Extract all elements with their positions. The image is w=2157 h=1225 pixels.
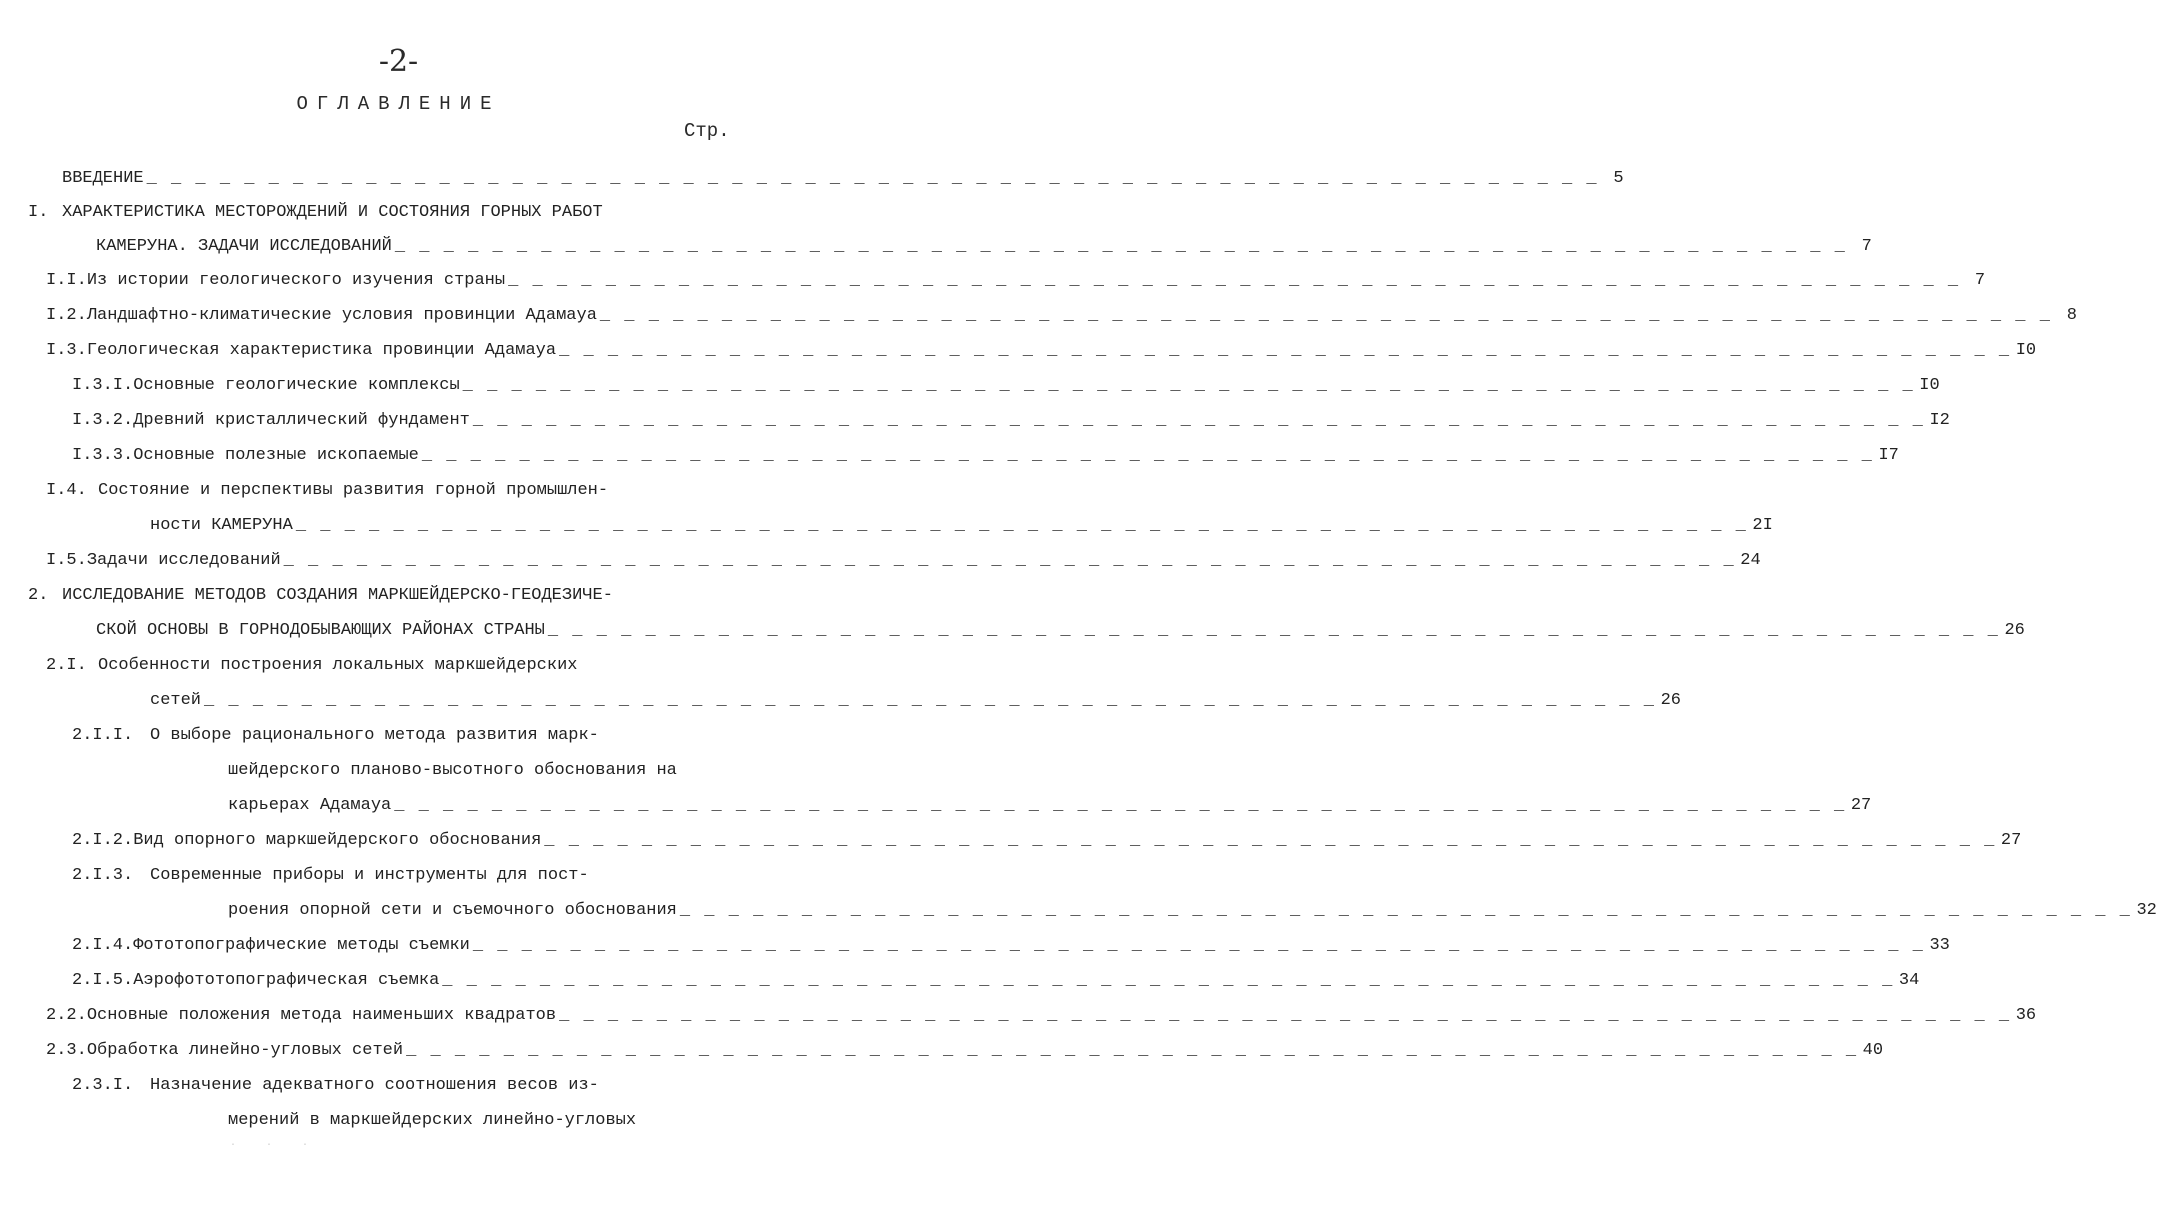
dot-leader: _ _ _ _ _ _ _ _ _ _ _ _ _ _ _ _ _ _ _ _ _ _ _ _ _ _ _ _ _ _ _ _ _ _ _ _ _ _ _ _ _ _ _ _ _ _ _ _ _ _ _ _ _ _ _ _ _ _ _ _: [472, 411, 1925, 430]
toc-entry: [96, 234, 1872, 260]
toc-entry-page: 7: [1974, 271, 1986, 290]
toc-entry-text: Основные геологические комплексы: [133, 376, 460, 395]
toc-entry: [46, 653, 700, 679]
toc-entry-number: 2.2.: [46, 1006, 87, 1025]
toc-entry: [150, 513, 1773, 539]
toc-entry-text: КАМЕРУНА. ЗАДАЧИ ИССЛЕДОВАНИЙ: [96, 237, 392, 256]
toc-entry-text: роения опорной сети и съемочного обоснования: [228, 901, 677, 920]
toc-entry-page: 26: [2004, 621, 2025, 640]
toc-entry: [46, 478, 700, 504]
toc-entry-number: I.5.: [46, 551, 87, 570]
toc-entry-page: 36: [2015, 1006, 2037, 1025]
toc-entry: [72, 443, 1899, 469]
toc-entry-text: Ландшафтно-климатические условия провинции Адамауа: [86, 306, 597, 325]
toc-entry-page: I0: [2015, 341, 2037, 360]
toc-entry-text: Задачи исследований: [86, 551, 281, 570]
toc-entry-text: ВВЕДЕНИЕ: [62, 169, 144, 188]
toc-entry-number: 2.I.4.: [72, 936, 134, 955]
toc-entry-text: О выборе рационального метода развития марк-: [150, 726, 599, 745]
toc-entry-number: I.3.I.: [72, 376, 134, 395]
toc-entry: [72, 828, 2022, 854]
toc-entry-text: Основные полезные ископаемые: [133, 446, 419, 465]
toc-entry-text: Особенности построения локальных маркшейдерских: [98, 656, 578, 675]
toc-entry: [228, 758, 700, 784]
toc-entry-page: 26: [1660, 691, 1682, 710]
toc-entry: [46, 548, 1761, 574]
toc-entry-text: Геологическая характеристика провинции Адамауа: [86, 341, 557, 360]
dot-leader: _ _ _ _ _ _ _ _ _ _ _ _ _ _ _ _ _ _ _ _ _ _ _ _ _ _ _ _ _ _ _ _ _ _ _ _ _ _ _ _ _ _ _ _ _ _ _ _ _ _ _ _ _ _ _ _ _ _ _ _: [559, 1006, 2012, 1025]
toc-entry: [46, 303, 2077, 329]
toc-entry-number: 2.3.I.: [72, 1076, 134, 1095]
toc-entry-text: Фототопографические методы съемки: [133, 936, 470, 955]
toc-entry-page: I0: [1919, 376, 1940, 395]
toc-entry-page: I2: [1929, 411, 1950, 430]
toc-entry-number: I.3.2.: [72, 411, 134, 430]
page-title: ОГЛАВЛЕНИЕ: [296, 93, 501, 115]
dot-leader: _ _ _ _ _ _ _ _ _ _ _ _ _ _ _ _ _ _ _ _ _ _ _ _ _ _ _ _ _ _ _ _ _ _ _ _ _ _ _ _ _ _ _ _ _ _ _ _ _ _ _ _ _ _ _ _ _ _ _ _: [442, 971, 1895, 990]
toc-entry-number: 2.I.: [46, 656, 87, 675]
dot-leader: _ _ _ _ _ _ _ _ _ _ _ _ _ _ _ _ _ _ _ _ _ _ _ _ _ _ _ _ _ _ _ _ _ _ _ _ _ _ _ _ _ _ _ _ _ _ _ _ _ _ _ _ _ _ _ _ _ _ _ _: [204, 691, 1657, 710]
dot-leader: _ _ _ _ _ _ _ _ _ _ _ _ _ _ _ _ _ _ _ _ _ _ _ _ _ _ _ _ _ _ _ _ _ _ _ _ _ _ _ _ _ _ _ _ _ _ _ _ _ _ _ _ _ _ _ _ _ _ _ _: [146, 169, 1599, 188]
toc-entry-page: 27: [1850, 796, 1872, 815]
dot-leader: _ _ _ _ _ _ _ _ _ _ _ _ _ _ _ _ _ _ _ _ _ _ _ _ _ _ _ _ _ _ _ _ _ _ _ _ _ _ _ _ _ _ _ _ _ _ _ _ _ _ _ _ _ _ _ _ _ _ _ _: [547, 621, 2000, 640]
toc-entry-text: Обработка линейно-угловых сетей: [86, 1041, 404, 1060]
toc-entry-number: I.3.: [46, 341, 87, 360]
toc-entry-page: 8: [2066, 306, 2077, 325]
toc-entry: [72, 408, 1950, 434]
toc-entry-page: 40: [1862, 1041, 1884, 1060]
toc-entry-text: шейдерского планово-высотного обоснования на: [228, 761, 677, 780]
toc-entry-text: Основные положения метода наименьших квадратов: [86, 1006, 557, 1025]
dot-leader: _ _ _ _ _ _ _ _ _ _ _ _ _ _ _ _ _ _ _ _ _ _ _ _ _ _ _ _ _ _ _ _ _ _ _ _ _ _ _ _ _ _ _ _ _ _ _ _ _ _ _ _ _ _ _ _ _ _ _ _: [508, 271, 1961, 290]
dot-leader: _ _ _ _ _ _ _ _ _ _ _ _ _ _ _ _ _ _ _ _ _ _ _ _ _ _ _ _ _ _ _ _ _ _ _ _ _ _ _ _ _ _ _ _ _ _ _ _ _ _ _ _ _ _ _ _ _ _ _ _: [462, 376, 1915, 395]
toc-entry: [46, 338, 2037, 364]
toc-entry: [96, 618, 2025, 644]
toc-entry: [46, 1038, 1884, 1064]
toc-entry-number: 2.: [28, 586, 49, 605]
toc-entry: [72, 723, 700, 749]
dot-leader: _ _ _ _ _ _ _ _ _ _ _ _ _ _ _ _ _ _ _ _ _ _ _ _ _ _ _ _ _ _ _ _ _ _ _ _ _ _ _ _ _ _ _ _ _ _ _ _ _ _ _ _ _ _ _ _ _ _ _ _: [559, 341, 2012, 360]
toc-entry-text: Аэрофототопографическая съемка: [133, 971, 440, 990]
toc-entry-text: мерений в маркшейдерских линейно-угловых: [228, 1111, 637, 1130]
toc-entry-text: Древний кристаллический фундамент: [133, 411, 470, 430]
toc-entry-number: I.I.: [46, 271, 87, 290]
toc-entry-page: 2I: [1752, 516, 1773, 535]
toc-entry: [28, 583, 700, 609]
toc-entry-text: ХАРАКТЕРИСТИКА МЕСТОРОЖДЕНИЙ И СОСТОЯНИЯ ГОРНЫХ РАБОТ: [62, 203, 603, 222]
dot-leader: _ _ _ _ _ _ _ _ _ _ _ _ _ _ _ _ _ _ _ _ _ _ _ _ _ _ _ _ _ _ _ _ _ _ _ _ _ _ _ _ _ _ _ _ _ _ _ _ _ _ _ _ _ _ _ _ _ _ _ _: [472, 936, 1925, 955]
toc-entry: [72, 373, 1940, 399]
toc-entry: [62, 166, 1624, 192]
toc-entry-number: 2.I.3.: [72, 866, 134, 885]
dot-leader: _ _ _ _ _ _ _ _ _ _ _ _ _ _ _ _ _ _ _ _ _ _ _ _ _ _ _ _ _ _ _ _ _ _ _ _ _ _ _ _ _ _ _ _ _ _ _ _ _ _ _ _ _ _ _ _ _ _ _ _: [599, 306, 2052, 325]
toc-entry-text: СКОЙ ОСНОВЫ В ГОРНОДОБЫВАЮЩИХ РАЙОНАХ СТРАНЫ: [96, 621, 545, 640]
toc-entry-number: I.4.: [46, 481, 87, 500]
toc-entry-page: 5: [1613, 169, 1624, 188]
toc-entry-text: Состояние и перспективы развития горной промышлен-: [98, 481, 609, 500]
toc-entry-number: 2.3.: [46, 1041, 87, 1060]
toc-entry-text: Современные приборы и инструменты для пост-: [150, 866, 589, 885]
dot-leader: _ _ _ _ _ _ _ _ _ _ _ _ _ _ _ _ _ _ _ _ _ _ _ _ _ _ _ _ _ _ _ _ _ _ _ _ _ _ _ _ _ _ _ _ _ _ _ _ _ _ _ _ _ _ _ _ _ _ _ _: [406, 1041, 1859, 1060]
dot-leader: _ _ _ _ _ _ _ _ _ _ _ _ _ _ _ _ _ _ _ _ _ _ _ _ _ _ _ _ _ _ _ _ _ _ _ _ _ _ _ _ _ _ _ _ _ _ _ _ _ _ _ _ _ _ _ _ _ _ _ _: [283, 551, 1736, 570]
toc-entry-text: ности КАМЕРУНА: [150, 516, 293, 535]
toc-entry-number: 2.I.I.: [72, 726, 134, 745]
toc-entry-page: 33: [1929, 936, 1950, 955]
toc-entry-text: Из истории геологического изучения страны: [86, 271, 506, 290]
toc-entry-page: 34: [1898, 971, 1920, 990]
toc-entry: [72, 863, 700, 889]
toc-entry-text: Назначение адекватного соотношения весов из-: [150, 1076, 599, 1095]
dot-leader: _ _ _ _ _ _ _ _ _ _ _ _ _ _ _ _ _ _ _ _ _ _ _ _ _ _ _ _ _ _ _ _ _ _ _ _ _ _ _ _ _ _ _ _ _ _ _ _ _ _ _ _ _ _ _ _ _ _ _ _: [394, 237, 1847, 256]
page-column-label: Стр.: [684, 120, 730, 142]
toc-entry-number: 2.I.2.: [72, 831, 134, 850]
toc-entry-number: I.3.3.: [72, 446, 134, 465]
dot-leader: _ _ _ _ _ _ _ _ _ _ _ _ _ _ _ _ _ _ _ _ _ _ _ _ _ _ _ _ _ _ _ _ _ _ _ _ _ _ _ _ _ _ _ _ _ _ _ _ _ _ _ _ _ _ _ _ _ _ _ _: [679, 901, 2132, 920]
scan-noise: · · ·: [230, 1140, 321, 1151]
dot-leader: _ _ _ _ _ _ _ _ _ _ _ _ _ _ _ _ _ _ _ _ _ _ _ _ _ _ _ _ _ _ _ _ _ _ _ _ _ _ _ _ _ _ _ _ _ _ _ _ _ _ _ _ _ _ _ _ _ _ _ _: [544, 831, 1997, 850]
toc-entry-page: I7: [1878, 446, 1899, 465]
toc-entry-page: 32: [2136, 901, 2157, 920]
toc-entry: [28, 200, 700, 226]
toc-entry-text: Вид опорного маркшейдерского обоснования: [133, 831, 542, 850]
toc-entry: [72, 933, 1950, 959]
toc-entry-text: ИССЛЕДОВАНИЕ МЕТОДОВ СОЗДАНИЯ МАРКШЕЙДЕРСКО-ГЕОДЕЗИЧЕ-: [62, 586, 613, 605]
toc-entry-number: 2.I.5.: [72, 971, 134, 990]
toc-entry-number: I.2.: [46, 306, 87, 325]
toc-entry: [150, 688, 1682, 714]
toc-entry: [228, 793, 1872, 819]
toc-entry-text: сетей: [150, 691, 202, 710]
toc-entry: [46, 268, 1986, 294]
toc-entry-page: 7: [1861, 237, 1872, 256]
toc-entry-text: карьерах Адамауа: [228, 796, 392, 815]
dot-leader: _ _ _ _ _ _ _ _ _ _ _ _ _ _ _ _ _ _ _ _ _ _ _ _ _ _ _ _ _ _ _ _ _ _ _ _ _ _ _ _ _ _ _ _ _ _ _ _ _ _ _ _ _ _ _ _ _ _ _ _: [295, 516, 1748, 535]
toc-entry-page: 27: [2000, 831, 2022, 850]
toc-entry-page: 24: [1740, 551, 1761, 570]
toc-entry: [228, 1108, 700, 1134]
toc-entry: [72, 968, 1920, 994]
page-number: -2-: [378, 44, 419, 79]
toc-entry: [228, 898, 2157, 924]
dot-leader: _ _ _ _ _ _ _ _ _ _ _ _ _ _ _ _ _ _ _ _ _ _ _ _ _ _ _ _ _ _ _ _ _ _ _ _ _ _ _ _ _ _ _ _ _ _ _ _ _ _ _ _ _ _ _ _ _ _ _ _: [394, 796, 1847, 815]
dot-leader: _ _ _ _ _ _ _ _ _ _ _ _ _ _ _ _ _ _ _ _ _ _ _ _ _ _ _ _ _ _ _ _ _ _ _ _ _ _ _ _ _ _ _ _ _ _ _ _ _ _ _ _ _ _ _ _ _ _ _ _: [421, 446, 1874, 465]
toc-entry: [72, 1073, 700, 1099]
toc-entry-number: I.: [28, 203, 49, 222]
toc-entry: [46, 1003, 2037, 1029]
